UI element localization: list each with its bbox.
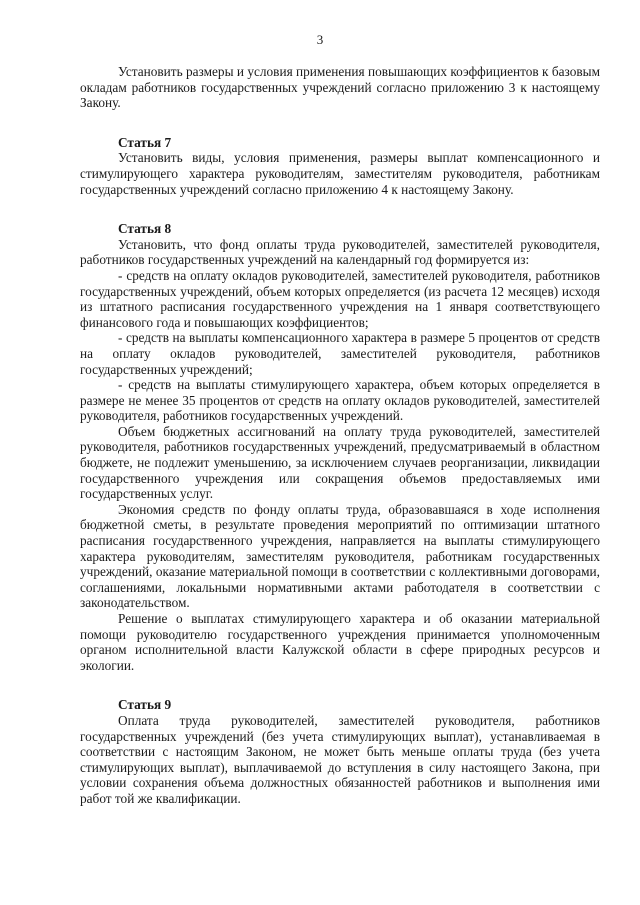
article-8-paragraph: Экономия средств по фонду оплаты труда, образовавшаяся в ходе исполнения бюджетной сметы, в результате проведения мероприятий по оптимизации штатного расписания государственного учреждения, направляется на выплаты стимулирующего характера руководителям, заместителям руководителя, работникам государственных учреждений, оказание материальной помощи в соответствии с коллективными договорами, соглашениями, локальными нормативными актами работодателя в соответствии с законодательством. xyxy=(80,501,600,611)
page-number: 3 xyxy=(316,32,324,47)
article-8-title: Статья 8 xyxy=(118,221,172,237)
intro-paragraph: Установить размеры и условия применения повышающих коэффициентов к базовым окладам работников государственных учреждений согласно приложению 3 к настоящему Закону. xyxy=(80,64,600,111)
article-9-paragraph: Оплата труда руководителей, заместителей руководителя, работников государственных учреждений (без учета стимулирующих выплат), устанавливаемая в соответствии с настоящим Законом, не может быть меньше оплаты труда (без учета стимулирующих выплат), выплачиваемой до вступления в силу настоящего Закона, при условии сохранения объема должностных обязанностей работников и выполнения ими работ той же квалификации. xyxy=(80,712,600,806)
document-body xyxy=(80,64,600,807)
article-8-list-item: - средств на оплату окладов руководителей, заместителей руководителя, работников государственных учреждений, объем которых определяется (из расчета 12 месяцев) исходя из штатного расписания государственного учреждения на 1 января соответствующего финансового года и повышающих коэффициентов; xyxy=(80,267,600,330)
article-8-paragraph: Установить, что фонд оплаты труда руководителей, заместителей руководителя, работников государственных учреждений на календарный год формируется из: xyxy=(80,236,600,268)
article-8-list-item: - средств на выплаты стимулирующего характера, объем которых определяется в размере не менее 35 процентов от средств на оплату окладов руководителей, заместителей руководителя, работников государственных учреждений. xyxy=(80,377,600,424)
article-7-title: Статья 7 xyxy=(118,134,172,150)
article-9-title: Статья 9 xyxy=(118,697,172,713)
article-7-paragraph: Установить виды, условия применения, размеры выплат компенсационного и стимулирующего характера руководителям, заместителям руководителя, работникам государственных учреждений согласно приложению 4 к настоящему Закону. xyxy=(80,150,600,197)
article-8-paragraph: Решение о выплатах стимулирующего характера и об оказании материальной помощи руководителю государственного учреждения принимается уполномоченным органом исполнительной власти Калужской области в сфере природных ресурсов и экологии. xyxy=(80,611,600,673)
article-8-list-item: - средств на выплаты компенсационного характера в размере 5 процентов от средств на оплату окладов руководителей, заместителей руководителя, работников государственных учреждений; xyxy=(80,330,600,377)
article-8-paragraph: Объем бюджетных ассигнований на оплату труда руководителей, заместителей руководителя, работников государственных учреждений, предусматриваемый в областном бюджете, не подлежит уменьшению, за исключением случаев реорганизации, ликвидации государственного учреждения или сокращения объемов предоставляемых ими государственных услуг. xyxy=(80,423,600,502)
